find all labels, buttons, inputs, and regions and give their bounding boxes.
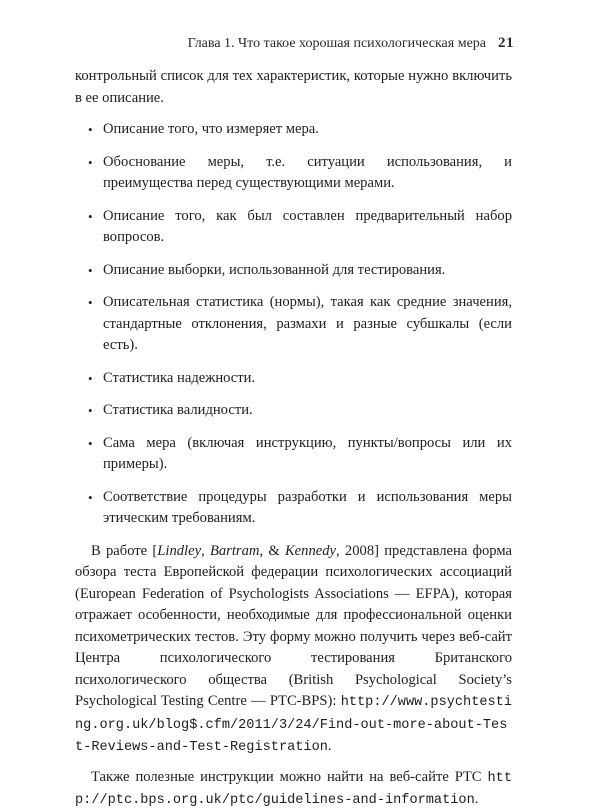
citation-open: В работе [ xyxy=(91,542,158,559)
list-item xyxy=(75,487,512,530)
list-item xyxy=(75,260,512,282)
list-item xyxy=(75,368,512,390)
list-item xyxy=(75,206,512,249)
sentence-end: . xyxy=(474,791,479,807)
checklist xyxy=(75,119,512,530)
list-item-text: Статистика надежности. xyxy=(103,369,256,386)
citation-author: Lindley xyxy=(157,542,202,559)
list-item-text: Описание того, что измеряет мера. xyxy=(103,121,319,137)
citation-author: Kennedy xyxy=(284,542,337,559)
list-item-text: Соответствие процедуры разработки и использования меры этическим требованиям. xyxy=(103,488,512,526)
list-item-text: Обоснование меры, т.е. ситуации использования, и преимущества перед существующими мерами. xyxy=(103,153,512,191)
citation-separator: , & xyxy=(259,542,285,559)
paragraph-text: Также полезные инструкции можно найти на веб-сайте PTC xyxy=(91,768,488,785)
bullet-icon: • xyxy=(88,262,93,278)
bullet-icon: • xyxy=(88,208,93,224)
ptc-bps-link[interactable]: http://www.psychtesting.org.uk/blog$.cfm/2011/3/24/Find-out-more-about-Test-Reviews-and-Test-Registration xyxy=(75,695,512,755)
list-item xyxy=(75,152,512,195)
list-item xyxy=(75,400,512,422)
chapter-title: Глава 1. Что такое хорошая психологическая мера xyxy=(187,36,486,51)
bullet-icon: • xyxy=(88,403,93,418)
list-item xyxy=(75,433,512,476)
ptc-guidelines-link[interactable]: http://ptc.bps.org.uk/ptc/guidelines-and-information xyxy=(75,770,512,808)
paragraph-text: , 2008] представлена форма обзора теста Европейской федерации психологических ассоциаций (European Federation of Psychologists Associations — EFPA), которая отражает особенности, необходимые для профессиональной оценки психометрических тестов. Эту форму можно получить через веб-сайт Центра психологического тестирования Британского психологического общества (British Psychological Society’s Psychological Testing Centre — PTC-BPS): xyxy=(75,542,512,709)
intro-paragraph: контрольный список для тех характеристик, которые нужно включить в ее описание. xyxy=(75,68,512,106)
citation-author: Bartram xyxy=(209,542,260,559)
bullet-icon: • xyxy=(88,435,93,451)
list-item-text: Статистика валидности. xyxy=(103,402,253,418)
list-item-text: Описательная статистика (нормы), такая как средние значения, стандартные отклонения, размахи и разные субшкалы (если есть). xyxy=(103,294,512,353)
reference-paragraph xyxy=(75,541,512,759)
bullet-icon: • xyxy=(88,370,93,386)
page-body xyxy=(75,66,512,812)
bullet-icon: • xyxy=(88,122,93,137)
bullet-icon: • xyxy=(88,295,93,310)
list-item xyxy=(75,119,512,141)
list-item-text: Сама мера (включая инструкцию, пункты/вопросы или их примеры). xyxy=(103,434,512,472)
running-header xyxy=(0,34,514,53)
citation-separator: , xyxy=(201,542,210,559)
sentence-end: . xyxy=(327,738,332,754)
guidelines-paragraph xyxy=(75,767,512,812)
list-item-text: Описание того, как был составлен предварительный набор вопросов. xyxy=(103,207,512,245)
bullet-icon: • xyxy=(88,489,93,505)
list-item-text: Описание выборки, использованной для тестирования. xyxy=(103,261,446,278)
list-item xyxy=(75,292,512,357)
page-number: 21 xyxy=(498,35,514,51)
bullet-icon: • xyxy=(88,154,93,170)
